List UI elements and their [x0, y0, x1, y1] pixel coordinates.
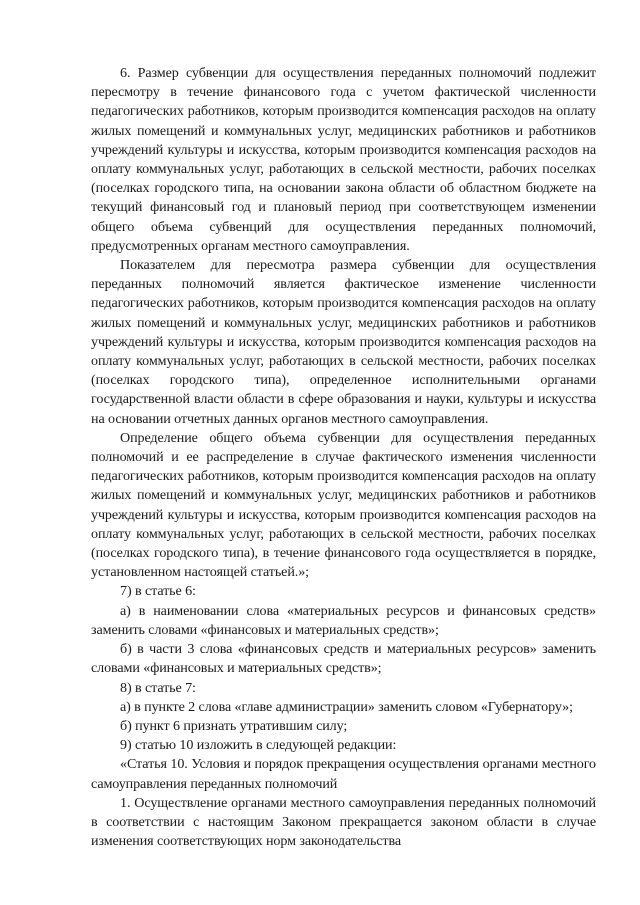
paragraph-6-subvention-size: 6. Размер субвенции для осуществления переданных полномочий подлежит пересмотру в течение финансового года с учетом фактической численности педагогических работников, которым производится компенсация расходов на оплату жилых помещений и коммунальных услуг, медицинских работников и работников учреждений культуры и искусства, которым производится компенсация расходов на оплату коммунальных услуг, работающих в сельской местности, рабочих поселках (поселках городского типа, на основании закона области об областном бюджете на текущий финансовый год и плановый период при соответствующем изменении общего объема субвенций для осуществления переданных полномочий, предусмотренных органам местного самоуправления.	[91, 65, 596, 254]
article-10-heading: «Статья 10. Условия и порядок прекращения осуществления органами местного самоуправления переданных полномочий	[91, 756, 596, 792]
item-7a-title-replace: а) в наименовании слова «материальных ресурсов и финансовых средств» заменить словами «финансовых и материальных средств»;	[91, 602, 596, 638]
item-8-article-7: 8) в статье 7:	[120, 679, 196, 696]
item-8b-clause-6-void: б) пункт 6 признать утратившим силу;	[120, 717, 348, 734]
item-9-article-10: 9) статью 10 изложить в следующей редакции:	[120, 737, 397, 754]
item-8a-clause-2-replace: а) в пункте 2 слова «главе администрации» заменить словом «Губернатору»;	[120, 698, 573, 715]
paragraph-recalculation-indicator: Показателем для пересмотра размера субвенции для осуществления переданных полномочий является фактическое изменение численности педагогических работников, которым производится компенсация расходов на оплату жилых помещений и коммунальных услуг, медицинских работников и работников учреждений культуры и искусства, которым производится компенсация расходов на оплату коммунальных услуг, работающих в сельской местности, рабочих поселках (поселках городского типа), определенное исполнительными органами государственной власти области в сфере образования и науки, культуры и искусства на основании отчетных данных органов местного самоуправления.	[91, 257, 596, 427]
item-7-article-6: 7) в статье 6:	[120, 583, 196, 600]
paragraph-subvention-distribution: Определение общего объема субвенции для осуществления переданных полномочий и ее распределение в случае фактического изменения численности педагогических работников, которым производится компенсация расходов на оплату жилых помещений и коммунальных услуг, медицинских работников и работников учреждений культуры и искусства, которым производится компенсация расходов на оплату коммунальных услуг, работающих в сельской местности, рабочих поселках (поселках городского типа), в течение финансового года осуществляется в порядке, установленном настоящей статьей.»;	[91, 429, 596, 581]
item-7b-part-3-replace: б) в части 3 слова «финансовых средств и материальных ресурсов» заменить словами «финансовых и материальных средств»;	[91, 641, 596, 677]
document-page	[91, 64, 596, 851]
article-10-clause-1: 1. Осуществление органами местного самоуправления переданных полномочий в соответствии с настоящим Законом прекращается законом области в случае изменения соответствующих норм законодательства	[91, 794, 596, 850]
